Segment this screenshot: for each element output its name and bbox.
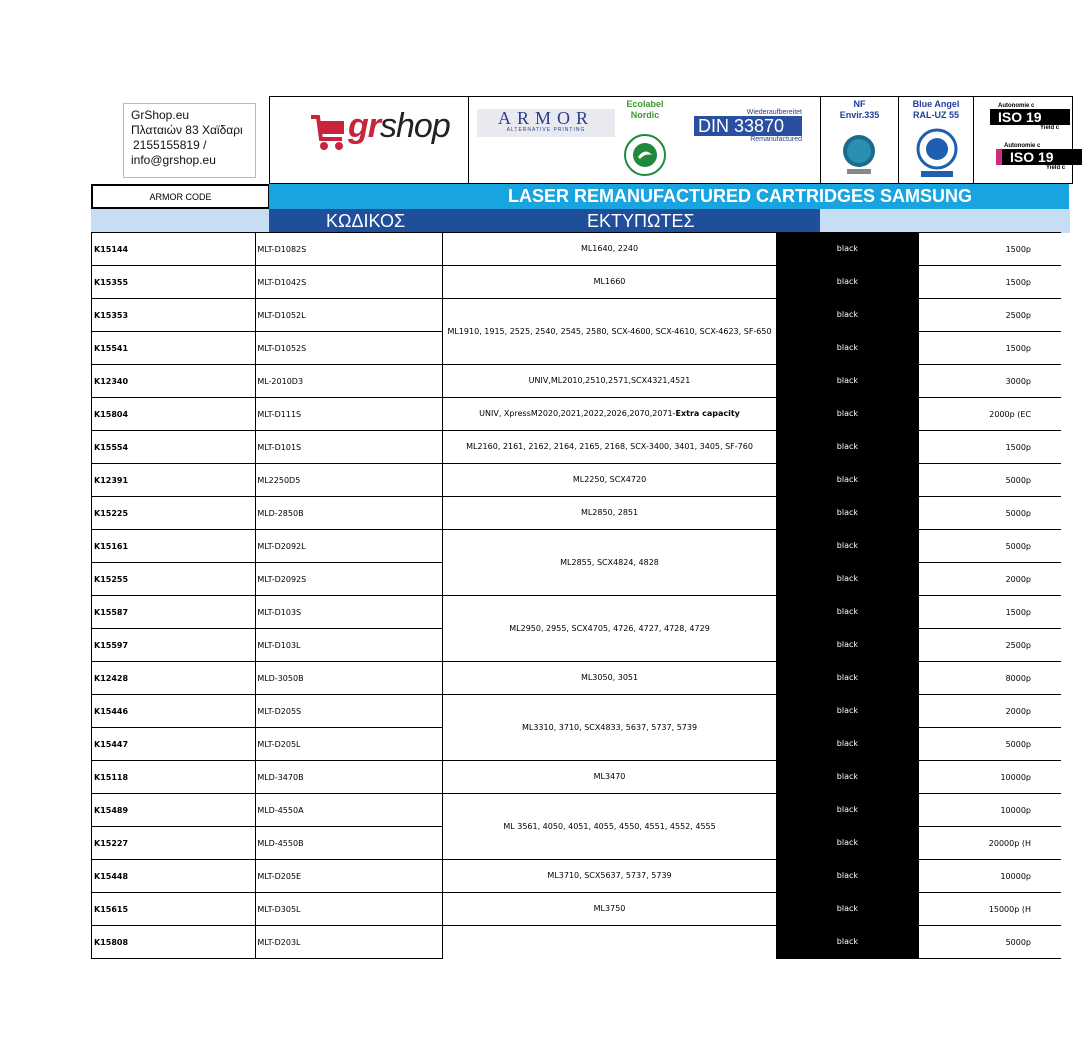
- product-code-cell: MLT-D205E: [256, 860, 442, 893]
- product-code-cell: ML2250D5: [256, 464, 442, 497]
- product-code-cell: MLT-D1042S: [256, 266, 442, 299]
- yield-cell: 2000p: [918, 695, 1061, 728]
- armor-code-header: ARMOR CODE: [91, 184, 270, 209]
- iso-certification: [973, 96, 1073, 184]
- color-text: black: [836, 573, 859, 583]
- iso-badge-2-text: ISO 19: [996, 149, 1082, 165]
- grshop-logo-box: [269, 96, 469, 184]
- armor-code-cell: K15808: [92, 926, 256, 959]
- logo-suffix: shop: [380, 107, 450, 145]
- printers-column-header: ΕΚΤΥΠΩΤΕΣ: [587, 211, 695, 231]
- color-cell: [777, 893, 918, 926]
- yield-cell: 5000p: [918, 926, 1061, 959]
- product-code-cell: ML-2010D3: [256, 365, 442, 398]
- color-text: black: [836, 738, 859, 748]
- printers-cell: [442, 233, 777, 266]
- product-code-cell: MLT-D2092S: [256, 563, 442, 596]
- table-row: [92, 398, 1062, 431]
- product-code-cell: MLT-D203L: [256, 926, 442, 959]
- printers-cell: [442, 464, 777, 497]
- product-code-cell: MLT-D305L: [256, 893, 442, 926]
- iso-badge-1: [990, 103, 1070, 131]
- printers-text: ML2855, SCX4824, 4828: [560, 557, 659, 567]
- printers-text: ML1910, 1915, 2525, 2540, 2545, 2580, SCX-4600, SCX-4610, SCX-4623, SF-650: [447, 326, 772, 336]
- product-code-cell: MLD-3470B: [256, 761, 442, 794]
- color-text: black: [836, 474, 859, 484]
- table-row: [92, 266, 1062, 299]
- yield-cell: 10000p: [918, 860, 1061, 893]
- printers-text: ML2950, 2955, SCX4705, 4726, 4727, 4728, 4729: [509, 623, 710, 633]
- table-row: [92, 464, 1062, 497]
- subheader-right: [820, 209, 1070, 233]
- color-cell: [777, 926, 918, 959]
- armor-code-cell: K15118: [92, 761, 256, 794]
- color-cell: [777, 332, 918, 365]
- printers-text: ML1640, 2240: [580, 244, 639, 253]
- din-top: Wiederaufbereitet: [746, 109, 802, 116]
- armor-code-cell: K15448: [92, 860, 256, 893]
- yield-cell: 8000p: [918, 662, 1061, 695]
- color-text: black: [836, 804, 859, 814]
- color-cell: [777, 596, 918, 629]
- armor-code-cell: K15353: [92, 299, 256, 332]
- color-text: black: [836, 243, 859, 253]
- color-text: black: [836, 309, 859, 319]
- yield-cell: 1500p: [918, 431, 1061, 464]
- color-cell: [777, 530, 918, 563]
- printers-cell: [442, 662, 777, 695]
- printers-text: ML2850, 2851: [580, 508, 639, 517]
- contact-box: [123, 103, 256, 178]
- table-row: [92, 596, 1062, 629]
- color-text: black: [836, 342, 859, 352]
- color-cell: [777, 695, 918, 728]
- ecolabel-line1: Ecolabel: [626, 99, 664, 109]
- nf-line1: NF: [853, 99, 866, 109]
- product-code-cell: MLD-4550A: [256, 794, 442, 827]
- product-code-cell: MLT-D111S: [256, 398, 442, 431]
- color-text: black: [836, 705, 859, 715]
- nf-line2: Envir.335: [839, 110, 880, 120]
- din-bottom: Remanufactured: [750, 136, 802, 143]
- color-cell: [777, 629, 918, 662]
- table-row: [92, 431, 1062, 464]
- logo-text: [348, 107, 450, 146]
- yield-cell: 5000p: [918, 530, 1061, 563]
- armor-logo: [477, 109, 615, 137]
- armor-code-cell: K15554: [92, 431, 256, 464]
- color-text: black: [836, 606, 859, 616]
- yield-cell: 15000p (H: [918, 893, 1061, 926]
- product-code-cell: MLT-D2092L: [256, 530, 442, 563]
- product-code-cell: MLT-D1052L: [256, 299, 442, 332]
- product-code-cell: MLD-2850B: [256, 497, 442, 530]
- table-row: [92, 365, 1062, 398]
- color-cell: [777, 497, 918, 530]
- nordic-swan-icon: [623, 133, 667, 177]
- printers-text: ML 3561, 4050, 4051, 4055, 4550, 4551, 4552, 4555: [503, 821, 716, 831]
- cart-icon: [308, 111, 350, 153]
- printers-text: ML3750: [593, 904, 626, 913]
- color-text: black: [836, 540, 859, 550]
- contact-phone: 2155155819 /: [133, 138, 207, 152]
- armor-code-cell: K15615: [92, 893, 256, 926]
- table-row: [92, 233, 1062, 266]
- product-code-cell: MLT-D205L: [256, 728, 442, 761]
- armor-code-cell: K15225: [92, 497, 256, 530]
- table-row: [92, 893, 1062, 926]
- yield-cell: 1500p: [918, 596, 1061, 629]
- color-text: black: [836, 507, 859, 517]
- color-text: black: [836, 375, 859, 385]
- table-row: [92, 530, 1062, 563]
- armor-code-cell: K15804: [92, 398, 256, 431]
- armor-code-cell: K15161: [92, 530, 256, 563]
- blue-angel-line1: Blue Angel: [912, 99, 960, 109]
- color-text: black: [836, 441, 859, 451]
- blue-angel-label: [899, 99, 973, 121]
- printers-cell: [442, 398, 777, 431]
- subheader-middle: [269, 209, 820, 233]
- table-row: [92, 761, 1062, 794]
- printers-cell: [442, 893, 777, 926]
- yield-cell: 10000p: [918, 761, 1061, 794]
- color-text: black: [836, 903, 859, 913]
- printers-cell: [442, 266, 777, 299]
- iso-badge-2-top: Autonomie c: [1004, 143, 1041, 149]
- armor-code-cell: K12391: [92, 464, 256, 497]
- product-code-cell: MLD-4550B: [256, 827, 442, 860]
- printers-cell: [442, 695, 777, 761]
- product-code-cell: MLT-D1052S: [256, 332, 442, 365]
- armor-logo-name: ARMOR: [497, 108, 594, 128]
- color-cell: [777, 662, 918, 695]
- armor-code-cell: K12340: [92, 365, 256, 398]
- product-code-cell: MLT-D1082S: [256, 233, 442, 266]
- color-cell: [777, 728, 918, 761]
- armor-code-cell: K12428: [92, 662, 256, 695]
- yield-cell: 5000p: [918, 497, 1061, 530]
- printers-cell: [442, 761, 777, 794]
- printers-text: ML3710, SCX5637, 5737, 5739: [547, 871, 672, 880]
- armor-code-cell: K15541: [92, 332, 256, 365]
- printers-text: ML2160, 2161, 2162, 2164, 2165, 2168, SCX-3400, 3401, 3405, SF-760: [466, 442, 753, 451]
- color-text: black: [836, 672, 859, 682]
- color-text: black: [836, 771, 859, 781]
- iso-badge-1-bottom: Yield c: [1040, 125, 1060, 131]
- nf-certification: [820, 96, 899, 184]
- printers-cell: [442, 530, 777, 596]
- blue-angel-certification: [898, 96, 974, 184]
- color-cell: [777, 299, 918, 332]
- armor-logo-tagline: ALTERNATIVE PRINTING: [506, 127, 586, 133]
- printers-text: UNIV,ML2010,2510,2571,SCX4321,4521: [528, 376, 691, 385]
- yield-cell: 3000p: [918, 365, 1061, 398]
- color-text: black: [836, 408, 859, 418]
- product-code-cell: MLD-3050B: [256, 662, 442, 695]
- iso-badge-1-text: ISO 19: [990, 109, 1070, 125]
- yield-cell: 10000p: [918, 794, 1061, 827]
- page-title: LASER REMANUFACTURED CARTRIDGES SAMSUNG: [269, 184, 1069, 209]
- certifications-box: [468, 96, 821, 184]
- printers-cell: [442, 860, 777, 893]
- din-main: DIN 33870: [694, 116, 802, 136]
- color-cell: [777, 266, 918, 299]
- yield-cell: 1500p: [918, 266, 1061, 299]
- nf-label: [821, 99, 898, 121]
- product-code-cell: MLT-D205S: [256, 695, 442, 728]
- table-row: [92, 926, 1062, 959]
- product-code-cell: MLT-D103L: [256, 629, 442, 662]
- blue-angel-line2: RAL-UZ 55: [912, 110, 959, 120]
- printers-cell: [442, 299, 777, 365]
- printers-text: ML3310, 3710, SCX4833, 5637, 5737, 5739: [521, 722, 698, 732]
- table-row: [92, 662, 1062, 695]
- color-text: black: [836, 837, 859, 847]
- yield-cell: 5000p: [918, 728, 1061, 761]
- printers-text: ML3470: [593, 772, 626, 781]
- armor-code-cell: K15355: [92, 266, 256, 299]
- armor-code-cell: K15255: [92, 563, 256, 596]
- color-text: black: [836, 276, 859, 286]
- table-row: [92, 299, 1062, 332]
- yield-cell: 2000p (EC: [918, 398, 1061, 431]
- color-cell: [777, 398, 918, 431]
- logo-prefix: gr: [348, 107, 380, 145]
- color-cell: [777, 860, 918, 893]
- yield-cell: 5000p: [918, 464, 1061, 497]
- printers-cell: [442, 794, 777, 860]
- nf-environment-icon: [839, 133, 879, 177]
- contact-address: Πλαταιών 83 Χαϊδαρι: [131, 123, 243, 137]
- yield-cell: 20000p (H: [918, 827, 1061, 860]
- printers-cell: [442, 365, 777, 398]
- color-cell: [777, 233, 918, 266]
- color-cell: [777, 761, 918, 794]
- printers-text: UNIV, XpressM2020,2021,2022,2026,2070,2071-: [479, 409, 676, 418]
- printers-text: ML3050, 3051: [580, 673, 639, 682]
- armor-code-cell: K15587: [92, 596, 256, 629]
- armor-code-cell: K15597: [92, 629, 256, 662]
- color-cell: [777, 827, 918, 860]
- ecolabel-line2: Nordic: [630, 110, 660, 120]
- product-code-cell: MLT-D101S: [256, 431, 442, 464]
- printers-cell: [442, 497, 777, 530]
- table-row: [92, 497, 1062, 530]
- table-row: [92, 860, 1062, 893]
- subheader-left: [91, 209, 269, 233]
- armor-code-cell: K15144: [92, 233, 256, 266]
- color-text: black: [836, 870, 859, 880]
- cartridge-table: [91, 232, 1061, 959]
- yield-cell: 2500p: [918, 629, 1061, 662]
- printers-text: ML2250, SCX4720: [572, 475, 647, 484]
- din-logo: [694, 109, 802, 143]
- yield-cell: 2500p: [918, 299, 1061, 332]
- armor-code-cell: K15227: [92, 827, 256, 860]
- contact-name: GrShop.eu: [131, 108, 190, 122]
- blue-angel-icon: [915, 127, 959, 179]
- color-cell: [777, 563, 918, 596]
- yield-cell: 2000p: [918, 563, 1061, 596]
- color-cell: [777, 365, 918, 398]
- color-cell: [777, 794, 918, 827]
- color-cell: [777, 431, 918, 464]
- yield-cell: 1500p: [918, 233, 1061, 266]
- table-row: [92, 794, 1062, 827]
- ecolabel-label: [619, 99, 671, 121]
- contact-email: info@grshop.eu: [131, 153, 216, 167]
- iso-badge-1-top: Autonomie c: [998, 103, 1035, 109]
- printers-cell-empty: [442, 926, 777, 959]
- yield-cell: 1500p: [918, 332, 1061, 365]
- armor-code-cell: K15446: [92, 695, 256, 728]
- iso-badge-2-bottom: Yield c: [1046, 165, 1066, 171]
- printers-note: Extra capacity: [675, 409, 740, 418]
- color-text: black: [836, 936, 859, 946]
- color-cell: [777, 464, 918, 497]
- product-code-cell: MLT-D103S: [256, 596, 442, 629]
- color-text: black: [836, 639, 859, 649]
- printers-cell: [442, 431, 777, 464]
- armor-code-cell: K15447: [92, 728, 256, 761]
- iso-badge-2: [996, 143, 1076, 171]
- printers-text: ML1660: [593, 277, 626, 286]
- table-row: [92, 695, 1062, 728]
- code-column-header: ΚΩΔΙΚΟΣ: [326, 211, 406, 231]
- printers-cell: [442, 596, 777, 662]
- armor-code-cell: K15489: [92, 794, 256, 827]
